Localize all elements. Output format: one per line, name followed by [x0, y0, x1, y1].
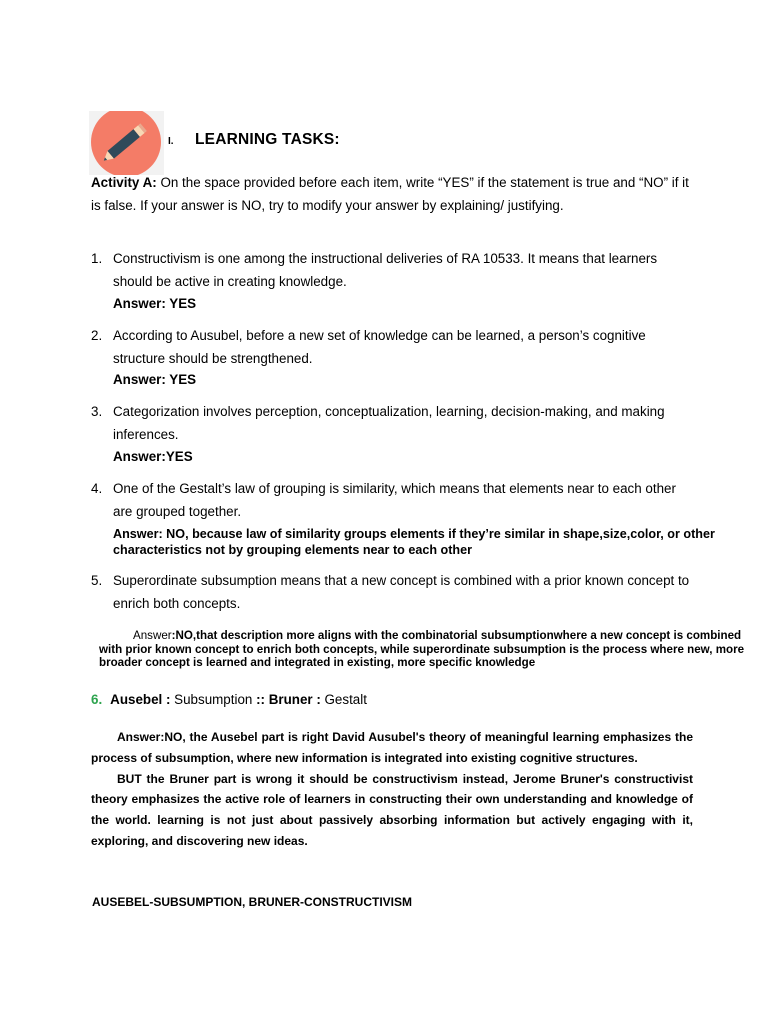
answer-paragraph-1: Answer:NO, the Ausebel part is right David Ausubel's theory of meaningful learning emphasizes the process of subsumption, where new information is integrated into existing cognitive structures.: [91, 730, 693, 765]
item-6: [91, 692, 367, 707]
item-text: One of the Gestalt’s law of grouping is similarity, which means that elements near to each other are grouped together.: [113, 481, 676, 519]
answer-paragraph-2: BUT the Bruner part is wrong it should be constructivism instead, Jerome Bruner's constructivist theory emphasizes the active role of learners in constructing their own understanding and knowledge of the world. learning is not just about passively absorbing information but actively engaging with it, exploring, and discovering new ideas.: [91, 771, 693, 848]
pencil-icon: [89, 111, 164, 175]
list-item: [91, 325, 691, 370]
section-number: I.: [168, 136, 174, 147]
item-text: Constructivism is one among the instructional deliveries of RA 10533. It means that learners should be active in creating knowledge.: [113, 251, 658, 289]
item-number: 5.: [91, 573, 103, 588]
item-answer: Answer: NO, because law of similarity groups elements if they’re similar in shape,size,color, or other characteristics not by grouping elements near to each other: [113, 527, 715, 557]
item-number: 4.: [91, 481, 103, 496]
list-item: [91, 570, 691, 615]
item-text: Superordinate subsumption means that a new concept is combined with a prior known concept to enrich both concepts.: [113, 573, 690, 611]
item-answer: Answer: YES: [113, 296, 197, 311]
item-number: 6.: [91, 692, 103, 707]
activity-instructions: [91, 172, 691, 217]
list-item: [91, 478, 691, 523]
bruner-label: Bruner :: [264, 692, 321, 707]
bruner-value: Gestalt: [320, 692, 367, 707]
item-number: 1.: [91, 251, 103, 266]
list-item: [91, 401, 691, 446]
answer-label: Answer: [133, 629, 172, 642]
activity-text: On the space provided before each item, write “YES” if the statement is true and “NO” if it is false. If your answer is NO, try to modify your answer by explaining/ justifying.: [91, 175, 689, 213]
item-text: Categorization involves perception, conceptualization, learning, decision-making, and making inferences.: [113, 404, 665, 442]
item-answer: Answer: YES: [113, 372, 197, 387]
answer-text: :NO,that description more aligns with the combinatorial subsumptionwhere a new concept is combined with prior known concept to enrich both concepts, while superordinate subsumption is the process where new, more broader concept is learned and integrated in existing, more specific knowledge: [99, 629, 745, 670]
section-title: LEARNING TASKS:: [195, 131, 340, 148]
ausebel-value: Subsumption: [170, 692, 257, 707]
activity-label: Activity A:: [91, 175, 157, 190]
final-answer: AUSEBEL-SUBSUMPTION, BRUNER-CONSTRUCTIVISM: [92, 895, 413, 909]
item-number: 2.: [91, 328, 103, 343]
list-item: [91, 248, 691, 293]
item-text: According to Ausubel, before a new set of knowledge can be learned, a person’s cognitive structure should be strengthened.: [113, 328, 646, 366]
item-number: 3.: [91, 404, 103, 419]
separator: ::: [256, 692, 265, 707]
item-6-answer: [91, 727, 693, 852]
ausebel-label: Ausebel :: [110, 692, 171, 707]
item-answer: Answer:YES: [113, 449, 193, 464]
item-answer: [99, 629, 759, 670]
